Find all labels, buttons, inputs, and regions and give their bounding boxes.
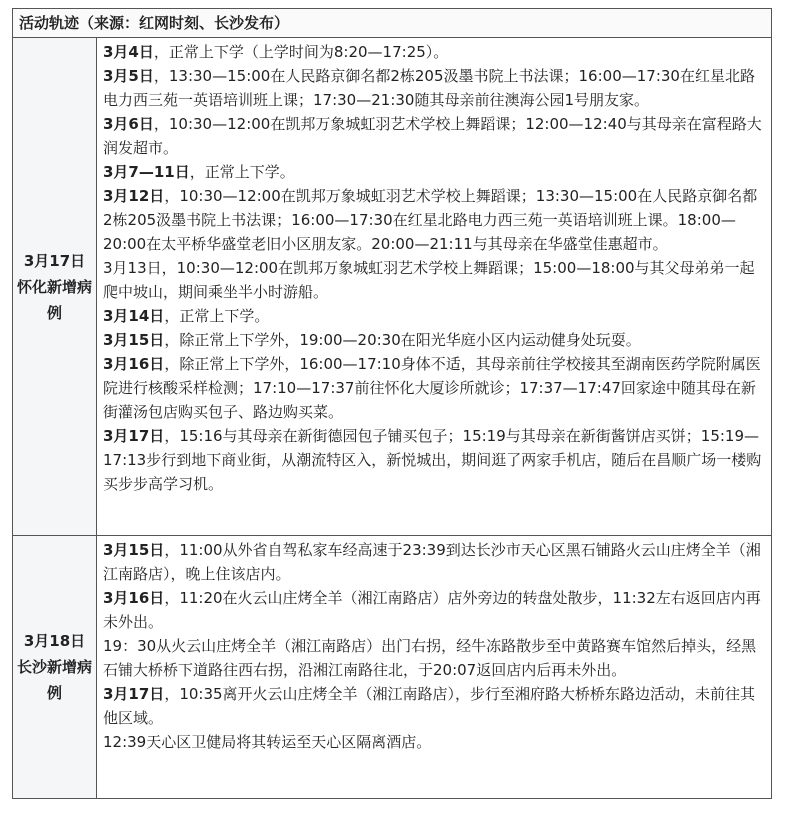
entry-date: 3月12日 xyxy=(103,187,165,205)
case-label: 3月17日怀化新增病例 xyxy=(13,38,97,535)
entry-date: 3月16日 xyxy=(103,589,165,607)
case-entries xyxy=(97,536,771,798)
entry xyxy=(103,682,765,730)
itinerary-table xyxy=(12,8,772,799)
entry-date: 3月7—11日 xyxy=(103,163,190,181)
entry-date: 3月15日 xyxy=(103,541,165,559)
entry-text: 19：30从火云山庄烤全羊（湘江南路店）出门右拐，经牛冻路散步至中黄路赛车馆然后掉头，经黑石铺大桥桥下道路往西右拐，沿湘江南路往北，于20:07返回店内后再未外出。 xyxy=(103,637,757,679)
entry-text: ，正常上下学（上学时间为8:20—17:25）。 xyxy=(153,43,449,61)
entry xyxy=(103,586,765,634)
entry-text: ，15:16与其母亲在新街德园包子铺买包子；15:19与其母亲在新街酱饼店买饼；15:19—17:13步行到地下商业街，从潮流特区入，新悦城出，期间逛了两家手机店，随后在昌顺广场一楼购买步步高学习机。 xyxy=(103,427,762,493)
entry-date: 3月14日 xyxy=(103,307,165,325)
entry xyxy=(103,634,765,682)
entry xyxy=(103,538,765,586)
entry xyxy=(103,160,765,184)
entry-text: ，13:30—15:00在人民路京御名都2栋205汲墨书院上书法课；16:00—17:30在红星北路电力西三苑一英语培训班上课；17:30—21:30随其母亲前往澳海公园1号朋友家。 xyxy=(103,67,755,109)
case-row xyxy=(13,536,771,798)
entry-text: ，除正常上下学外，19:00—20:30在阳光华庭小区内运动健身处玩耍。 xyxy=(164,331,641,349)
entry xyxy=(103,184,765,256)
entry-text: ，10:35离开火云山庄烤全羊（湘江南路店），步行至湘府路大桥桥东路边活动，未前往其他区域。 xyxy=(103,685,756,727)
entry xyxy=(103,730,765,754)
entry-date: 3月6日 xyxy=(103,115,154,133)
entry-text: ，11:20在火云山庄烤全羊（湘江南路店）店外旁边的转盘处散步，11:32左右返回店内再未外出。 xyxy=(103,589,761,631)
entry-text: ，正常上下学。 xyxy=(189,163,295,181)
entry-text: ，11:00从外省自驾私家车经高速于23:39到达长沙市天心区黑石铺路火云山庄烤全羊（湘江南路店），晚上住该店内。 xyxy=(103,541,761,583)
entry-text: ，除正常上下学外，16:00—17:10身体不适，其母亲前往学校接其至湖南医药学院附属医院进行核酸采样检测；17:10—17:37前往怀化大厦诊所就诊；17:37—17:47回家途中随其母在新街灌汤包店购买包子、路边购买菜。 xyxy=(103,355,761,421)
entry-date: 3月15日 xyxy=(103,331,165,349)
entry-text: 12:39天心区卫健局将其转运至天心区隔离酒店。 xyxy=(103,733,432,751)
entry-date: 3月16日 xyxy=(103,355,165,373)
entry xyxy=(103,64,765,112)
entry xyxy=(103,304,765,328)
entry xyxy=(103,112,765,160)
entry-text: 3月13日，10:30—12:00在凯邦万象城虹羽艺术学校上舞蹈课；15:00—18:00与其父母弟弟一起爬中坡山，期间乘坐半小时游船。 xyxy=(103,259,755,301)
case-row xyxy=(13,38,771,536)
entry xyxy=(103,424,765,496)
entry xyxy=(103,352,765,424)
entry-date: 3月5日 xyxy=(103,67,154,85)
entry-date: 3月4日 xyxy=(103,43,154,61)
entry-date: 3月17日 xyxy=(103,427,165,445)
case-label: 3月18日长沙新增病例 xyxy=(13,536,97,798)
entry-text: ，正常上下学。 xyxy=(164,307,270,325)
case-entries xyxy=(97,38,771,535)
entry xyxy=(103,328,765,352)
entry-date: 3月17日 xyxy=(103,685,165,703)
entry xyxy=(103,256,765,304)
entry xyxy=(103,40,765,64)
table-header: 活动轨迹（来源：红网时刻、长沙发布） xyxy=(13,9,771,38)
entry-text: ，10:30—12:00在凯邦万象城虹羽艺术学校上舞蹈课；12:00—12:40与其母亲在富程路大润发超市。 xyxy=(103,115,762,157)
entry-text: ，10:30—12:00在凯邦万象城虹羽艺术学校上舞蹈课；13:30—15:00在人民路京御名都2栋205汲墨书院上书法课；16:00—17:30在红星北路电力西三苑一英语培训班上课。18:00—20:00在太平桥华盛堂老旧小区朋友家。20:00—21:11与其母亲在华盛堂佳惠超市。 xyxy=(103,187,758,253)
